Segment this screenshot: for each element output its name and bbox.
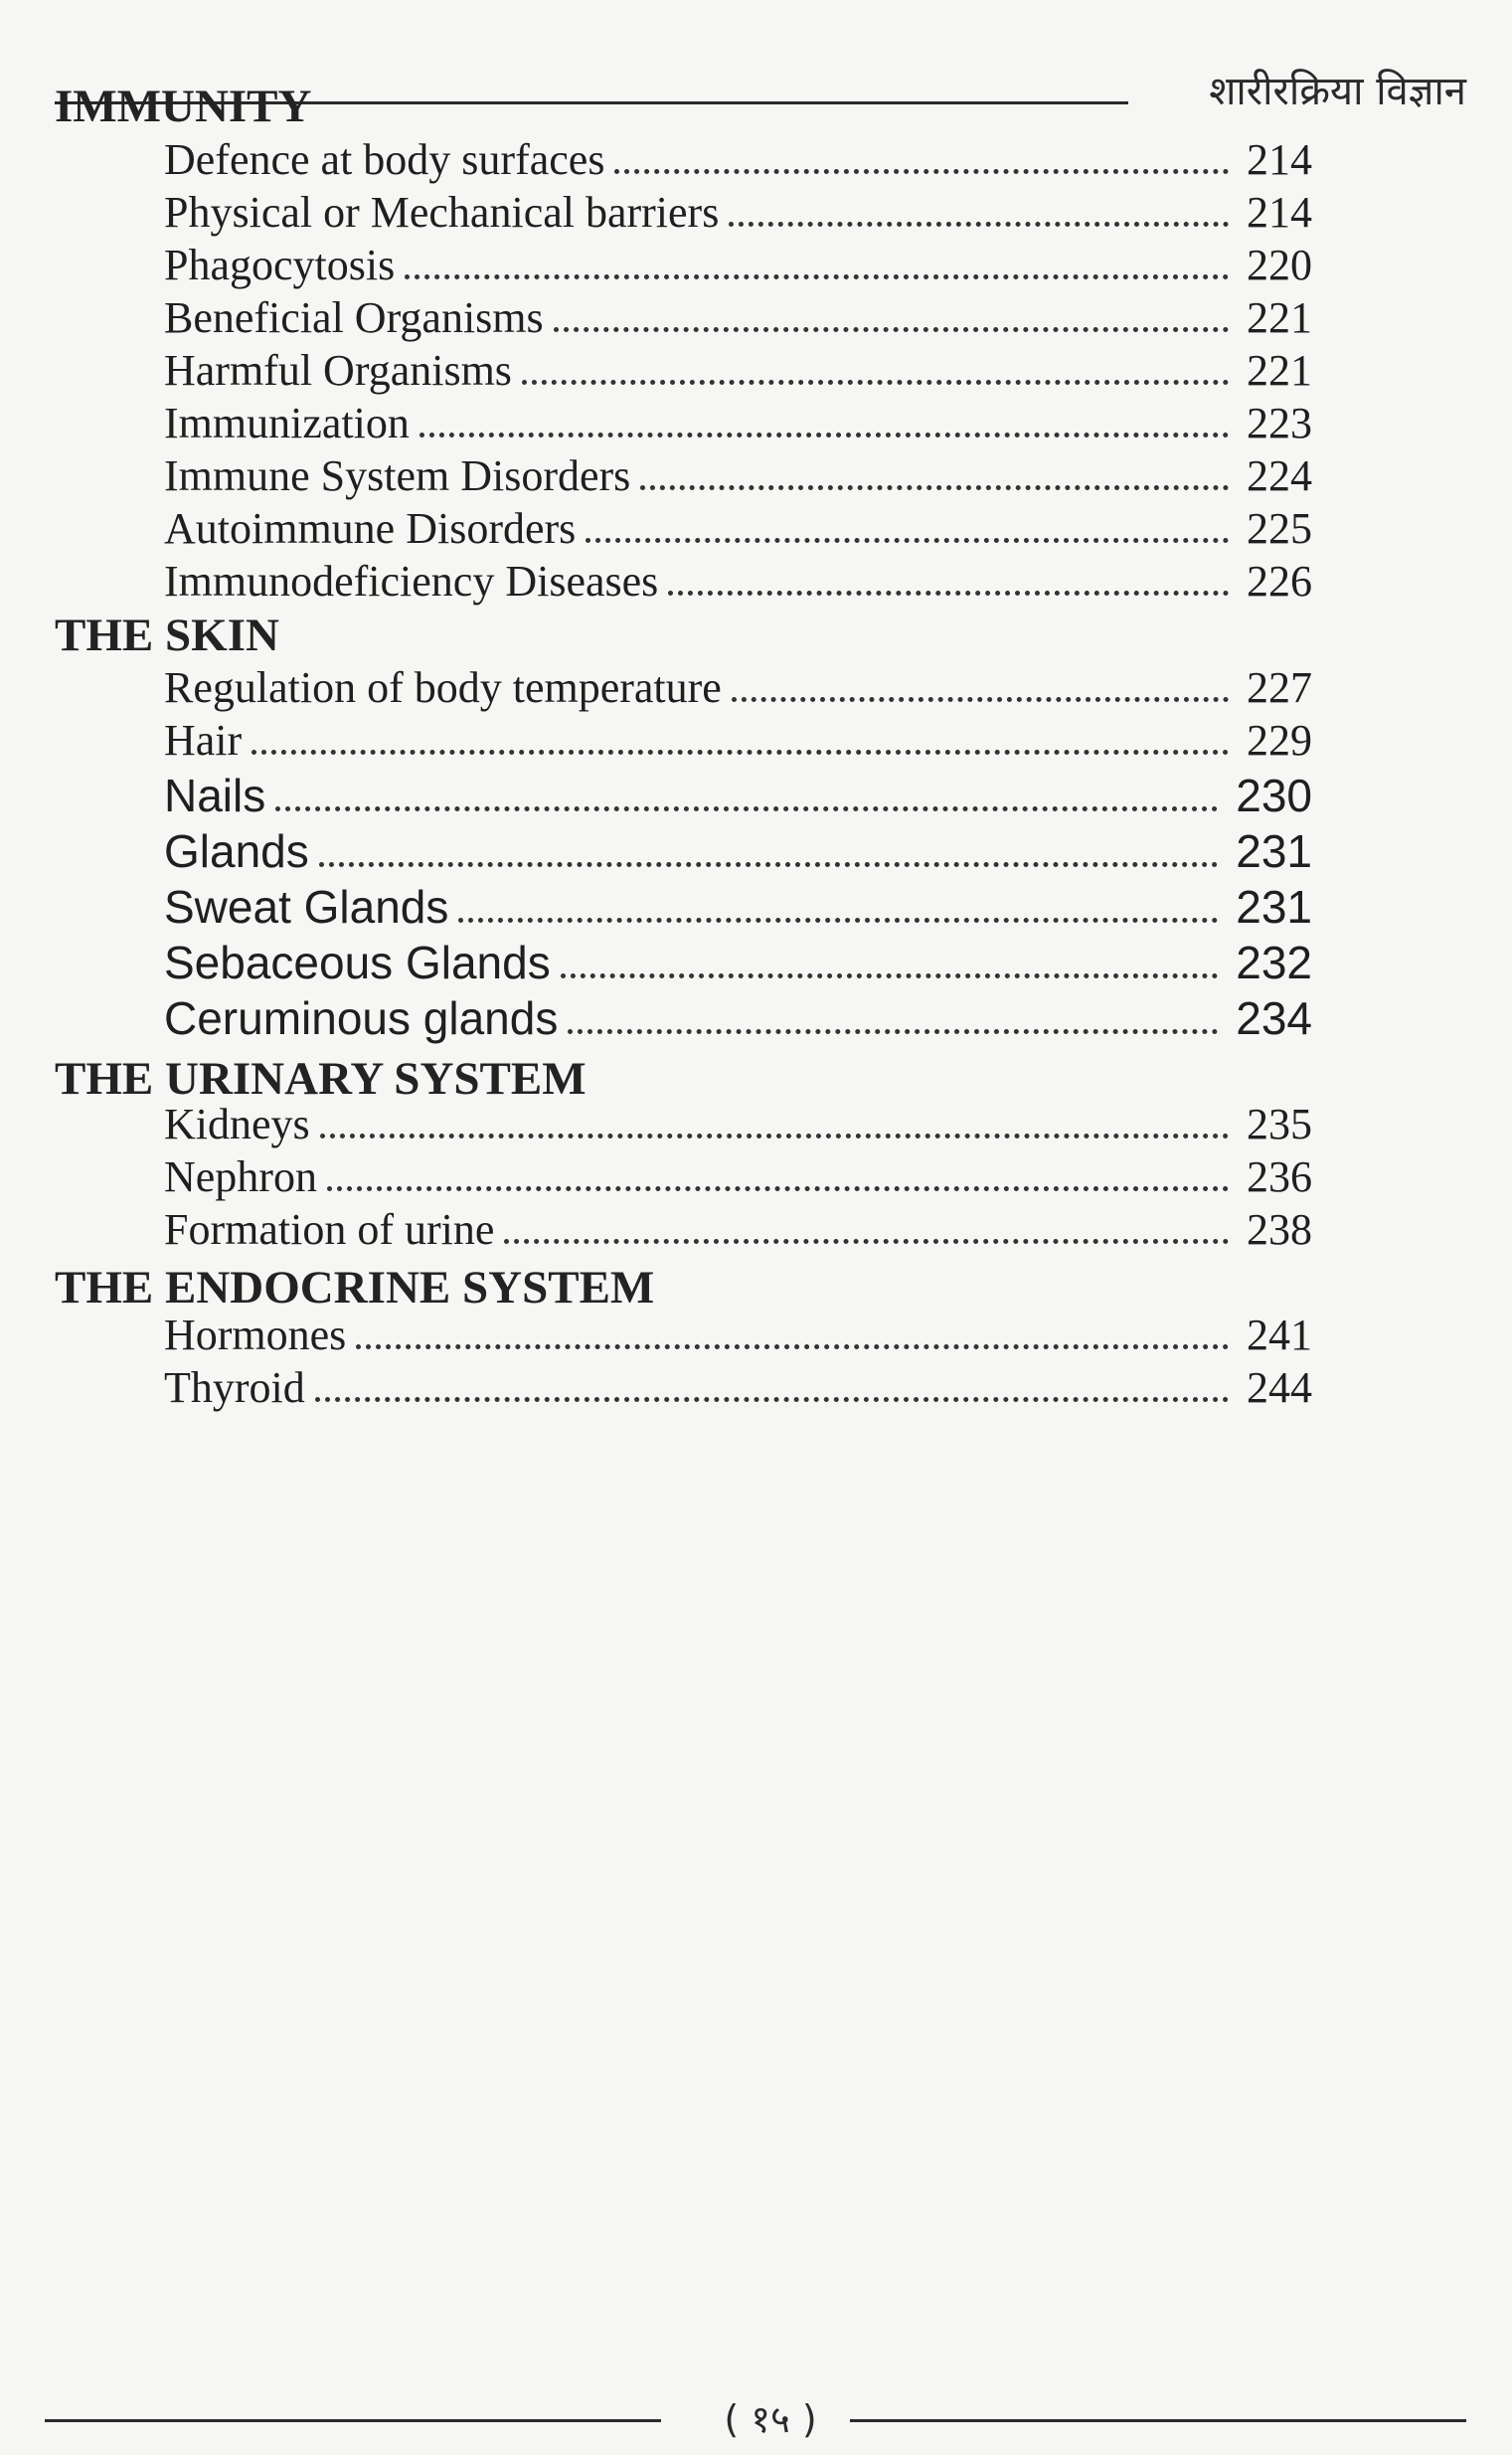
toc-entry-page: 229 xyxy=(1247,716,1312,765)
toc-entry-label: Sweat Glands xyxy=(164,881,449,933)
running-header-title: शारीरक्रिया विज्ञान xyxy=(1209,69,1466,114)
dot-leader xyxy=(614,169,1229,174)
toc-entry-page: 231 xyxy=(1236,825,1312,877)
dot-leader xyxy=(554,327,1229,332)
toc-entry xyxy=(164,450,1312,501)
toc-entry-page: 231 xyxy=(1236,881,1312,933)
toc-entry-page: 225 xyxy=(1247,504,1312,553)
page-number: ( १५ ) xyxy=(724,2397,817,2441)
toc-entry-page: 223 xyxy=(1247,399,1312,447)
dot-leader xyxy=(405,274,1229,279)
toc-entry xyxy=(164,134,1312,185)
toc-entry-label: Harmful Organisms xyxy=(164,346,512,395)
section-heading-endocrine-system: THE ENDOCRINE SYSTEM xyxy=(55,1262,655,1314)
dot-leader xyxy=(320,1134,1229,1139)
toc-entry xyxy=(164,187,1312,238)
toc-entry-label: Phagocytosis xyxy=(164,241,396,289)
toc-entry xyxy=(164,556,1312,607)
toc-entry xyxy=(164,1099,1312,1149)
toc-entry-page: 221 xyxy=(1247,293,1312,342)
dot-leader xyxy=(586,538,1229,543)
toc-entry-label: Physical or Mechanical barriers xyxy=(164,188,720,237)
section-heading-immunity: IMMUNITY xyxy=(55,81,312,132)
toc-entry xyxy=(164,824,1312,878)
dot-leader xyxy=(668,591,1229,596)
toc-entry xyxy=(164,1310,1312,1360)
dot-leader xyxy=(319,862,1219,867)
toc-entry xyxy=(164,240,1312,290)
dot-leader xyxy=(327,1186,1229,1191)
toc-entry xyxy=(164,662,1312,713)
toc-entry xyxy=(164,398,1312,448)
dot-leader xyxy=(504,1239,1229,1244)
toc-entry-label: Hormones xyxy=(164,1311,347,1359)
toc-entry xyxy=(164,769,1312,822)
dot-leader xyxy=(356,1344,1229,1349)
toc-entry-page: 220 xyxy=(1247,241,1312,289)
toc-entry-page: 236 xyxy=(1247,1152,1312,1201)
toc-entry xyxy=(164,503,1312,554)
toc-entry-label: Sebaceous Glands xyxy=(164,937,551,988)
toc-entry xyxy=(164,345,1312,396)
toc-entry xyxy=(164,1362,1312,1413)
dot-leader xyxy=(275,806,1218,811)
toc-entry xyxy=(164,991,1312,1045)
toc-entry-page: 234 xyxy=(1236,992,1312,1044)
toc-entry xyxy=(164,880,1312,934)
toc-entry-label: Beneficial Organisms xyxy=(164,293,544,342)
section-heading-skin: THE SKIN xyxy=(55,610,279,661)
toc-entry-label: Thyroid xyxy=(164,1363,305,1412)
dot-leader xyxy=(420,433,1229,438)
toc-entry-page: 241 xyxy=(1247,1311,1312,1359)
dot-leader xyxy=(458,918,1218,923)
toc-entry-page: 214 xyxy=(1247,188,1312,237)
toc-entry xyxy=(164,936,1312,989)
toc-entry-label: Nails xyxy=(164,770,266,821)
toc-entry-page: 244 xyxy=(1247,1363,1312,1412)
dot-leader xyxy=(640,485,1229,490)
toc-entry-page: 238 xyxy=(1247,1205,1312,1254)
toc-entry xyxy=(164,715,1312,766)
toc-entry xyxy=(164,1204,1312,1255)
toc-entry-label: Immunization xyxy=(164,399,410,447)
toc-entry-label: Defence at body surfaces xyxy=(164,135,605,184)
dot-leader xyxy=(522,380,1229,385)
toc-entry-page: 224 xyxy=(1247,451,1312,500)
footer-rule-right xyxy=(850,2419,1466,2422)
toc-entry xyxy=(164,1151,1312,1202)
toc-entry-label: Formation of urine xyxy=(164,1205,495,1254)
toc-entry-label: Regulation of body temperature xyxy=(164,663,722,712)
toc-entry-page: 230 xyxy=(1236,770,1312,821)
toc-entry-label: Glands xyxy=(164,825,309,877)
dot-leader xyxy=(561,973,1219,978)
toc-entry-page: 227 xyxy=(1247,663,1312,712)
toc-entry-label: Immune System Disorders xyxy=(164,451,631,500)
toc-entry-page: 214 xyxy=(1247,135,1312,184)
toc-entry-label: Immunodeficiency Diseases xyxy=(164,557,659,606)
dot-leader xyxy=(732,697,1229,702)
dot-leader xyxy=(315,1397,1229,1402)
toc-entry-label: Autoimmune Disorders xyxy=(164,504,577,553)
toc-entry-label: Ceruminous glands xyxy=(164,992,559,1044)
dot-leader xyxy=(252,750,1229,755)
toc-entry-label: Kidneys xyxy=(164,1100,310,1148)
toc-entry-page: 235 xyxy=(1247,1100,1312,1148)
toc-entry-page: 221 xyxy=(1247,346,1312,395)
footer-rule-left xyxy=(45,2419,661,2422)
toc-entry-label: Nephron xyxy=(164,1152,317,1201)
toc-entry-label: Hair xyxy=(164,716,243,765)
dot-leader xyxy=(568,1029,1218,1034)
page-footer xyxy=(45,2396,1466,2446)
dot-leader xyxy=(729,222,1229,227)
toc-entry-page: 232 xyxy=(1236,937,1312,988)
toc-entry xyxy=(164,292,1312,343)
toc-entry-page: 226 xyxy=(1247,557,1312,606)
section-heading-urinary-system: THE URINARY SYSTEM xyxy=(55,1053,587,1105)
